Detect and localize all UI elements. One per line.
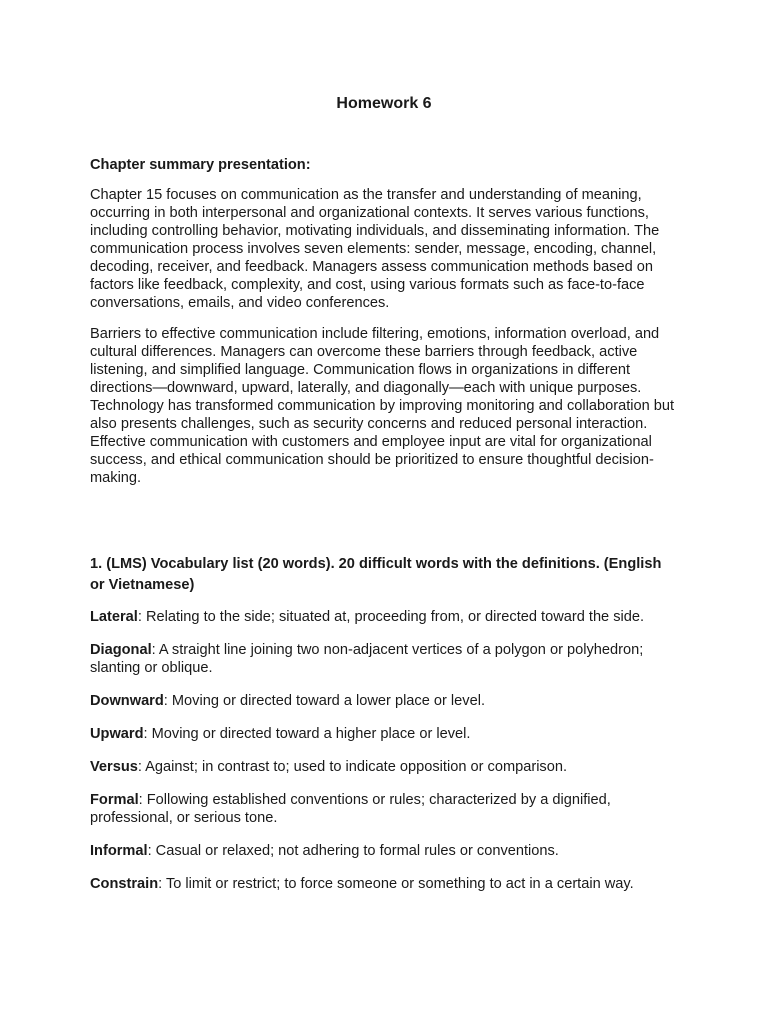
vocab-definition: : Against; in contrast to; used to indicate opposition or comparison. — [137, 759, 568, 775]
summary-paragraph-1: Chapter 15 focuses on communication as the transfer and understanding of meaning, occurring in both interpersonal and organizational contexts. It serves various functions, including controlling behavior, motivating individuals, and disseminating information. The communication process involves seven elements: sender, message, encoding, channel, decoding, receiver, and feedback. Managers assess communication methods based on factors like feedback, complexity, and cost, using various formats such as face-to-face conversations, emails, and video conferences. — [90, 187, 660, 311]
vocab-definition: : To limit or restrict; to force someone or something to act in a certain way. — [158, 876, 634, 892]
vocab-item-upward — [90, 725, 675, 743]
section-spacer — [90, 500, 675, 554]
vocab-item-constrain — [90, 875, 675, 893]
vocab-term: Formal — [90, 792, 139, 808]
vocab-definition: : Moving or directed toward a higher place or level. — [143, 726, 471, 742]
vocab-item-informal — [90, 842, 675, 860]
summary-heading: Chapter summary presentation: — [90, 157, 311, 173]
vocab-term: Informal — [90, 843, 148, 859]
vocab-term: Versus — [90, 759, 138, 775]
vocab-definition: : Moving or directed toward a lower place or level. — [163, 693, 485, 709]
vocab-item-formal — [90, 791, 675, 827]
vocab-definition: : Relating to the side; situated at, proceeding from, or directed toward the side. — [137, 609, 645, 625]
vocab-item-diagonal — [90, 641, 675, 677]
vocab-definition: : Following established conventions or rules; characterized by a dignified, professional, or serious tone. — [90, 792, 611, 826]
question-heading: 1. (LMS) Vocabulary list (20 words). 20 difficult words with the definitions. (English or Vietnamese) — [90, 556, 662, 593]
vocab-term: Upward — [90, 726, 144, 742]
document-body — [90, 156, 675, 908]
vocab-term: Lateral — [90, 609, 138, 625]
vocab-item-versus — [90, 758, 675, 776]
vocab-term: Downward — [90, 693, 164, 709]
vocab-item-downward — [90, 692, 675, 710]
vocab-definition: : Casual or relaxed; not adhering to formal rules or conventions. — [147, 843, 559, 859]
vocab-term: Diagonal — [90, 642, 152, 658]
vocab-definition: : A straight line joining two non-adjacent vertices of a polygon or polyhedron; slanting or oblique. — [90, 642, 644, 676]
page-title: Homework 6 — [336, 95, 432, 112]
vocab-term: Constrain — [90, 876, 159, 892]
vocab-item-lateral — [90, 608, 675, 626]
summary-paragraph-2: Barriers to effective communication include filtering, emotions, information overload, and cultural differences. Managers can overcome these barriers through feedback, active listening, and simplified language. Communication flows in organizations in different directions—downward, upward, laterally, and diagonally—each with unique purposes. Technology has transformed communication by improving monitoring and collaboration but also presents challenges, such as security concerns and reduced personal interaction. Effective communication with customers and employee input are vital for organizational success, and ethical communication should be prioritized to ensure thoughtful decision-making. — [90, 326, 675, 486]
